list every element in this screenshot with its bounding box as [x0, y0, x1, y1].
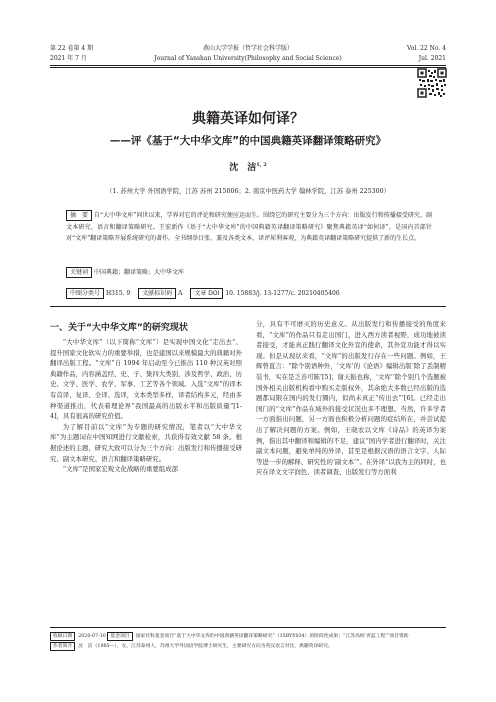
classification-line — [66, 288, 446, 299]
footnote-rule — [50, 627, 446, 628]
paragraph: “文库”是国家宏观文化战略的重要组成部 — [62, 465, 178, 474]
article-title: 典籍英译如何译？ — [192, 111, 304, 127]
author-bio-label: 作者简介 — [50, 642, 75, 651]
author-affiliation-marks: 1, 2 — [256, 162, 267, 168]
date-en: Jul. 2021 — [418, 55, 446, 62]
fund-label: 基金项目 — [107, 632, 132, 641]
abstract — [66, 210, 432, 245]
clc-value: H315. 9 — [105, 290, 131, 297]
doi-value: 10. 15883/j. 13-1277/c. 20210405406 — [225, 290, 340, 297]
affiliation: （1. 苏州大学 外国语学院，江苏 苏州 215006；2. 南京中医药大学 翰林学院，江苏 泰州 225300） — [106, 188, 390, 195]
section-heading: 一、关于“大中华文库”的研究现状 — [50, 323, 188, 333]
qr-code-icon — [417, 68, 447, 98]
fund-text: 国家社科基金项目“基于大中华文库的中国典籍英译翻译策略研究”（15BYY034）的阶段性成果；“江苏高校‘青蓝工程’”项目资助 — [135, 634, 409, 639]
doi-label: 文章 DOI — [190, 288, 223, 299]
paragraph: 分，具有不可磨灭的历史意义。从出版发行和传播接受的角度来看，“文库”的作品只有走出国门，进入西方读者视野，成功地被读者接受，才能真正践行翻译文化外宣的使命，其外宣功能才得以实现。但是从现状来看，“文库”的出版发行存在一些问题。例如，王辉曾直言：“除个别语种外，‘文库’的《论语》编辑出版‘除了丢制精装书，实在是乏善可陈’[5]；谢天振也称，‘文库’‘除个别几个选题被国外相关出版机构看中购买走版权外，其余绝大多数已经出版的选题都局限在国内的发行圈内，似尚未真正“传出去”’[6]。已经走出国门的“文库”作品在域外的接受状况也多不理想。当然，许多学者一方面指出问题，另一方面也积极分析问题的症结所在，并尝试提出了解决问题的方案。例如，王晓农以文库《诗品》的英译为案例，指出其中翻译和编辑的不足，建议“国内学者进行翻译时，关注副文本问题，避免单纯的外译，甚至是根据汉语的语言文字、人际等进一步的解释、研究性的‘副文本’”。在外译“以我为主的同时，也应在译文文字润色、读者调查、出版发行等方面利 — [256, 320, 446, 477]
author-name: 沈 洁 — [229, 163, 257, 173]
abstract-label: 摘 要 — [66, 210, 92, 221]
journal-cn: 燕山大学学报（哲学社会科学版） — [202, 45, 293, 52]
date-cn: 2021 年 7 月 — [50, 55, 87, 62]
keywords-text: 中国典籍；翻译策略；大中华文库 — [93, 269, 184, 276]
header-rule-thin — [50, 67, 446, 68]
keywords-label: 关键词 — [66, 267, 92, 278]
received-date: 2020-07-10 — [78, 634, 106, 639]
received-label: 收稿日期 — [50, 632, 75, 641]
volume-en: Vol. 22 No. 4 — [406, 45, 446, 52]
doc-code-label: 文献标识码 — [138, 288, 176, 299]
journal-en: Journal of Yanshan University(Philosophy and Social Science) — [154, 55, 342, 62]
abstract-text: 自“大中华文库”问世以来，学界对它的评论和研究便应运而生。围绕它的研究主要分为三个方向：出版发行和传播接受研究、副文本研究、语言和翻译策略研究。王宏新作《基于“大中华文库”的中国典籍英译翻译策略研究》聚焦典籍英译“如何译”，是国内首部针对“文库”翻译策略开展系统研究的著作。全书纲举目张、兼及各类文本，译评犀利客观，为典籍英译翻译策略研究提供了新的生长点。 — [66, 212, 432, 242]
section-divider — [50, 306, 446, 307]
clc-label: 中图分类号 — [66, 288, 104, 299]
volume-cn: 第 22 卷第 4 期 — [50, 45, 94, 52]
footnote-funding-line — [50, 632, 446, 642]
footnote — [50, 632, 446, 651]
keywords — [66, 267, 432, 278]
doc-code-value: A — [178, 290, 183, 297]
header-rule — [50, 65, 446, 66]
author-bio: 沈 洁（1985—），女，江苏泰州人，苏州大学外国语学院博士研究生，主要研究方向为英汉语言对比、典籍英译研究。 — [78, 643, 333, 649]
paragraph: “大中华文库”（以下简称“文库”）是实现中国文化“走出去”、提升国家文化软实力的重要举措，也是建国以来规模最大的典籍对外翻译出版工程。“文库”自 1994 年启动至今已推出 110 种汉英对照典籍作品，内容涵盖经、史、子、集四大类别，涉及哲学、政治、历史、文学、医学、农学、军事、工艺等各个领域。入选“文库”的译本有首译、复译、全译、选译，文本类型多样，译者结构多元，经由多种渠道推出，代表着理论界“我国最高的出版水平和出版质量”[1-4]，具有很高的研究价值。 — [50, 338, 242, 421]
right-column — [256, 319, 446, 622]
author-line — [50, 160, 446, 173]
left-column — [50, 337, 242, 622]
paragraph: 为了解目前以“文库”为专题的研究情况，笔者以“大中华文库”为主题词在中国知网进行文献检索，共获得有效文献 58 条。根据论述的主题，研究大致可以分为三个方向：出版发行和传播接受研究、副文本研究、语言和翻译策略研究。 — [50, 422, 242, 463]
article-subtitle: ——评《基于“大中华文库”的中国典籍英译翻译策略研究》 — [109, 135, 387, 147]
footnote-author-line — [50, 642, 446, 652]
